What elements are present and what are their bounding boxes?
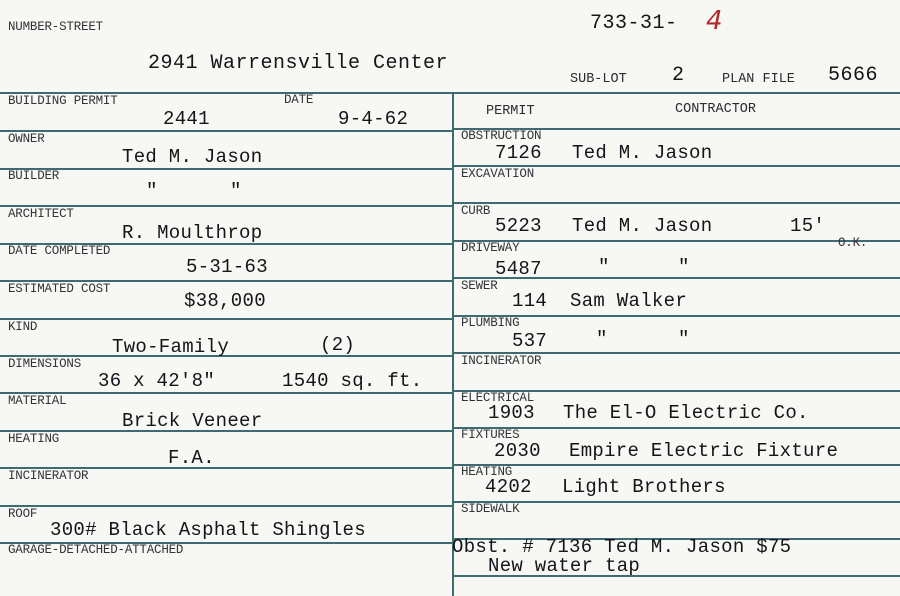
fixtures-contractor: Empire Electric Fixture — [569, 440, 839, 462]
electrical-contractor: The El-O Electric Co. — [563, 402, 809, 424]
plumbing-ditto: " — [596, 328, 608, 350]
plumbing-permit: 537 — [512, 330, 548, 352]
row-divider — [0, 318, 452, 320]
roof-value: 300# Black Asphalt Shingles — [50, 519, 366, 541]
driveway-label: DRIVEWAY — [461, 241, 520, 255]
architect-label: ARCHITECT — [8, 207, 74, 221]
date-value: 9-4-62 — [338, 108, 409, 130]
sidewalk-label: SIDEWALK — [461, 502, 520, 516]
fixtures-permit: 2030 — [494, 440, 541, 462]
sidewalk-note: New water tap — [488, 555, 641, 577]
plumbing-label: PLUMBING — [461, 316, 520, 330]
permit-column-header: PERMIT — [486, 104, 535, 119]
kind-units: (2) — [320, 334, 356, 356]
plumbing-ditto: " — [678, 328, 690, 350]
row-divider — [0, 130, 452, 132]
dimensions-area: 1540 sq. ft. — [282, 370, 423, 392]
building-permit-value: 2441 — [163, 108, 210, 130]
obstruction-contractor: Ted M. Jason — [572, 142, 713, 164]
row-divider — [452, 202, 900, 204]
fixtures-label: FIXTURES — [461, 428, 520, 442]
building-permit-label: BUILDING PERMIT — [8, 94, 118, 108]
curb-label: CURB — [461, 204, 491, 218]
dimensions-label: DIMENSIONS — [8, 357, 82, 371]
plan-file-label: PLAN FILE — [722, 72, 795, 87]
parcel-number-handwritten: 4 — [706, 6, 723, 36]
estimated-cost-label: ESTIMATED COST — [8, 282, 111, 296]
header-divider — [0, 92, 900, 94]
incinerator-label: INCINERATOR — [8, 469, 89, 483]
builder-ditto: " — [146, 180, 158, 202]
obstruction-label: OBSTRUCTION — [461, 129, 542, 143]
curb-note: 15' — [790, 215, 826, 237]
material-value: Brick Veneer — [122, 410, 263, 432]
row-divider — [0, 505, 452, 507]
estimated-cost-value: $38,000 — [184, 290, 266, 312]
sublot-label: SUB-LOT — [570, 72, 627, 87]
heating-value: F.A. — [168, 447, 215, 469]
number-street-label: NUMBER-STREET — [8, 20, 103, 34]
parcel-number-prefix: 733-31- — [590, 12, 678, 35]
heating-contractor: Light Brothers — [562, 476, 726, 498]
material-label: MATERIAL — [8, 394, 67, 408]
date-completed-label: DATE COMPLETED — [8, 244, 111, 258]
incinerator-permit-label: INCINERATOR — [461, 354, 542, 368]
kind-label: KIND — [8, 320, 38, 334]
electrical-label: ELECTRICAL — [461, 391, 535, 405]
driveway-ditto: " — [678, 256, 690, 278]
kind-value: Two-Family — [112, 336, 230, 358]
curb-ok-note: O.K. — [838, 236, 868, 250]
architect-value: R. Moulthrop — [122, 222, 263, 244]
sewer-label: SEWER — [461, 279, 498, 293]
heating-permit: 4202 — [485, 476, 532, 498]
owner-label: OWNER — [8, 132, 45, 146]
row-divider — [0, 168, 452, 170]
date-label: DATE — [284, 93, 314, 107]
sidewalk-note: Obst. # 7136 Ted M. Jason $75 — [452, 536, 792, 558]
heating-label: HEATING — [8, 432, 60, 446]
curb-permit: 5223 — [495, 215, 542, 237]
dimensions-value: 36 x 42'8" — [98, 370, 216, 392]
plan-file-value: 5666 — [828, 64, 879, 87]
curb-contractor: Ted M. Jason — [572, 215, 713, 237]
sewer-permit: 114 — [512, 290, 548, 312]
obstruction-permit: 7126 — [495, 142, 542, 164]
garage-label: GARAGE-DETACHED-ATTACHED — [8, 543, 184, 557]
address-value: 2941 Warrensville Center — [148, 52, 449, 75]
builder-ditto: " — [230, 180, 242, 202]
column-divider — [452, 92, 454, 596]
roof-label: ROOF — [8, 507, 38, 521]
contractor-column-header: CONTRACTOR — [675, 102, 757, 117]
date-completed-value: 5-31-63 — [186, 256, 268, 278]
electrical-permit: 1903 — [488, 402, 535, 424]
sublot-value: 2 — [672, 64, 685, 87]
excavation-label: EXCAVATION — [461, 167, 535, 181]
heating-permit-label: HEATING — [461, 465, 513, 479]
row-divider — [0, 392, 452, 394]
driveway-ditto: " — [598, 256, 610, 278]
row-divider — [452, 464, 900, 466]
builder-label: BUILDER — [8, 169, 60, 183]
owner-value: Ted M. Jason — [122, 146, 263, 168]
sewer-contractor: Sam Walker — [570, 290, 688, 312]
driveway-permit: 5487 — [495, 258, 542, 280]
